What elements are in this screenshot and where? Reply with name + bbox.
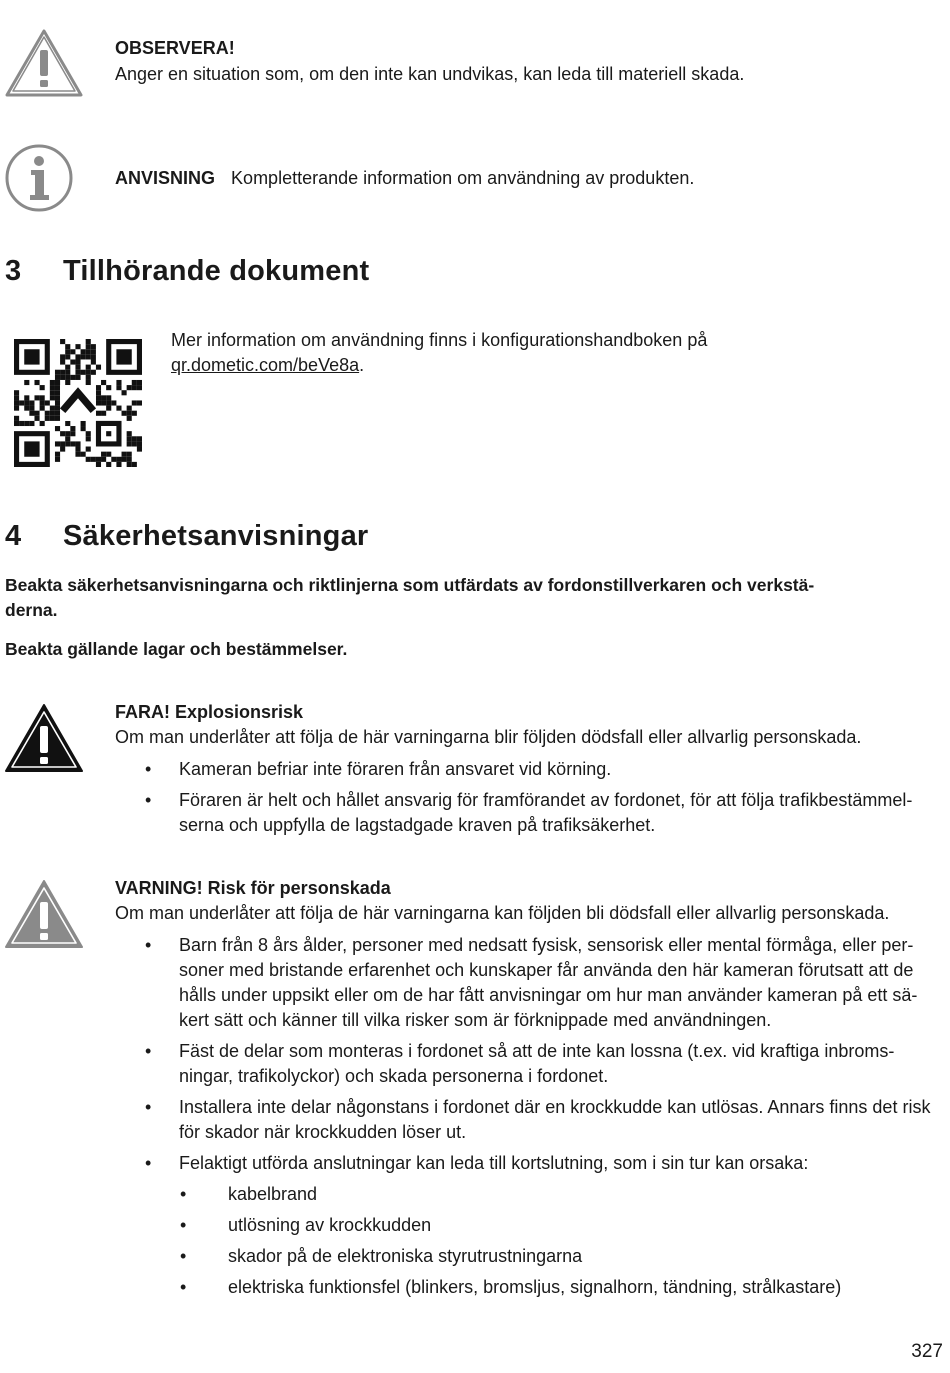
qr-module xyxy=(70,431,75,436)
qr-module xyxy=(116,406,121,411)
list-item: • Kameran befriar inte föraren från ansvaret vid körning. xyxy=(179,757,944,782)
qr-module xyxy=(101,457,106,462)
qr-module xyxy=(60,447,65,452)
qr-module xyxy=(70,349,75,354)
qr-module xyxy=(40,395,45,400)
qr-module xyxy=(45,411,50,416)
qr-module xyxy=(106,385,111,390)
list-item: • Felaktigt utförda anslutningar kan leda till kortslutning, som i sin tur kan orsaka: xyxy=(179,1151,944,1176)
qr-module xyxy=(65,421,70,426)
qr-module xyxy=(50,390,55,395)
qr-module xyxy=(60,339,65,344)
qr-module xyxy=(70,426,75,431)
section-4-intro-2: Beakta gällande lagar och bestämmelser. xyxy=(5,639,348,659)
qr-module xyxy=(40,385,45,390)
qr-module xyxy=(86,447,91,452)
qr-module xyxy=(91,349,96,354)
page-number: 327 xyxy=(911,1341,943,1362)
list-item: • Barn från 8 års ålder, personer med nedsatt fysisk, sensorisk eller mental förmåga, eller per-soner med bristande erfarenhet och kunskaper får använda den här kameran förutsatt att de hålls under uppsikt eller om de har fått anvisningar om hur man använder kameran på ett sä-kert sätt och känner till vilka risker som är förknippade med användningen. xyxy=(179,933,944,1033)
qr-module xyxy=(65,344,70,349)
qr-module xyxy=(65,354,70,359)
anvisning-text: Kompletterande information om användning av produkten. xyxy=(231,168,695,188)
qr-module xyxy=(132,411,137,416)
qr-module xyxy=(127,431,132,436)
fara-text: Om man underlåter att följa de här varningarna blir följden dödsfall eller allvarlig personskada. xyxy=(115,727,862,747)
qr-module xyxy=(81,370,86,375)
qr-module xyxy=(50,395,55,400)
qr-module xyxy=(70,441,75,446)
qr-module xyxy=(101,400,106,405)
qr-module xyxy=(96,365,101,370)
qr-module xyxy=(75,375,80,380)
section-4-title: Säkerhetsanvisningar xyxy=(63,520,369,552)
qr-module xyxy=(50,406,55,411)
qr-module xyxy=(70,359,75,364)
configuration-manual-link[interactable]: qr.dometic.com/beVe8a xyxy=(171,355,360,375)
qr-module xyxy=(86,375,91,380)
qr-module xyxy=(65,436,70,441)
qr-module xyxy=(96,462,101,467)
qr-module xyxy=(29,411,34,416)
qr-module xyxy=(55,441,60,446)
qr-module xyxy=(116,457,121,462)
qr-module xyxy=(137,447,142,452)
qr-module xyxy=(75,354,80,359)
qr-module xyxy=(137,380,142,385)
qr-module xyxy=(14,390,19,395)
qr-module xyxy=(55,375,60,380)
qr-module xyxy=(29,406,34,411)
list-item: • Installera inte delar någonstans i fordonet där en krockkudde kan utlösas. Annars finns det risk för skador när krockkudden löser ut. xyxy=(179,1095,944,1145)
qr-module xyxy=(122,411,127,416)
qr-module xyxy=(86,349,91,354)
qr-module xyxy=(137,400,142,405)
list-item: • Fäst de delar som monteras i fordonet så att de inte kan lossna (t.ex. vid kraftiga inbroms-ningar, trafikolyckor) och skada personerna i fordonet. xyxy=(179,1039,944,1089)
qr-module xyxy=(132,385,137,390)
qr-module xyxy=(55,426,60,431)
qr-module xyxy=(34,380,39,385)
qr-module xyxy=(127,436,132,441)
list-item: • elektriska funktionsfel (blinkers, bromsljus, signalhorn, tändning, strålkastare) xyxy=(228,1275,944,1300)
qr-module xyxy=(34,395,39,400)
qr-module xyxy=(127,416,132,421)
qr-module xyxy=(101,380,106,385)
varning-title: VARNING! Risk för personskada xyxy=(115,878,391,898)
warning-grey-triangle-icon xyxy=(4,878,84,950)
qr-module xyxy=(86,370,91,375)
qr-module xyxy=(96,395,101,400)
section-4-heading xyxy=(5,520,368,553)
qr-module xyxy=(127,441,132,446)
section-3-title: Tillhörande dokument xyxy=(63,255,370,287)
qr-module xyxy=(65,441,70,446)
qr-module xyxy=(55,370,60,375)
varning-text: Om man underlåter att följa de här varningarna kan följden bli dödsfall eller allvarlig personskada. xyxy=(115,903,890,923)
qr-module xyxy=(55,411,60,416)
qr-module xyxy=(86,431,91,436)
fara-title: FARA! Explosionsrisk xyxy=(115,702,304,722)
qr-module xyxy=(116,385,121,390)
section-3-heading xyxy=(5,255,369,288)
qr-module xyxy=(14,421,19,426)
section-4-number: 4 xyxy=(5,520,22,552)
section-3-text-block xyxy=(171,328,871,378)
qr-module xyxy=(111,400,116,405)
qr-module xyxy=(81,421,86,426)
qr-module xyxy=(86,354,91,359)
qr-module xyxy=(86,380,91,385)
qr-module xyxy=(70,375,75,380)
qr-module xyxy=(55,406,60,411)
fara-bullet-list xyxy=(179,757,944,844)
qr-module xyxy=(86,457,91,462)
varning-sub-bullet-list xyxy=(228,1182,944,1306)
qr-module xyxy=(75,447,80,452)
qr-module xyxy=(137,441,142,446)
observera-title: OBSERVERA! xyxy=(115,38,235,58)
qr-module xyxy=(127,411,132,416)
qr-module xyxy=(75,452,80,457)
qr-module xyxy=(60,431,65,436)
qr-module xyxy=(65,380,70,385)
qr-module xyxy=(34,411,39,416)
qr-module xyxy=(75,365,80,370)
qr-module xyxy=(137,385,142,390)
qr-module xyxy=(19,421,24,426)
qr-module xyxy=(55,380,60,385)
list-item: • utlösning av krockkudden xyxy=(228,1213,944,1238)
qr-module xyxy=(96,390,101,395)
qr-module xyxy=(55,452,60,457)
qr-module xyxy=(75,370,80,375)
qr-module xyxy=(106,406,111,411)
qr-module xyxy=(106,452,111,457)
qr-module xyxy=(24,421,29,426)
anvisning-line xyxy=(115,168,694,189)
qr-module xyxy=(60,354,65,359)
qr-module xyxy=(29,400,34,405)
qr-module xyxy=(106,400,111,405)
qr-module xyxy=(40,406,45,411)
qr-module xyxy=(96,385,101,390)
qr-module xyxy=(106,462,111,467)
qr-module xyxy=(86,436,91,441)
qr-module xyxy=(116,462,121,467)
qr-module xyxy=(34,416,39,421)
qr-module xyxy=(91,359,96,364)
qr-module xyxy=(24,380,29,385)
qr-module xyxy=(127,406,132,411)
qr-module xyxy=(96,411,101,416)
danger-black-triangle-icon xyxy=(4,702,84,774)
list-item: • kabelbrand xyxy=(228,1182,944,1207)
qr-module xyxy=(127,452,132,457)
qr-module xyxy=(122,452,127,457)
qr-module xyxy=(55,385,60,390)
qr-module xyxy=(81,426,86,431)
qr-module xyxy=(55,416,60,421)
qr-module xyxy=(14,400,19,405)
section-4-intro-1-line-1: Beakta säkerhetsanvisningarna och riktlinjerna som utfärdats av fordonstillverkaren och verkstä- xyxy=(5,575,815,595)
qr-module xyxy=(86,344,91,349)
qr-module xyxy=(55,400,60,405)
qr-module xyxy=(55,457,60,462)
qr-module xyxy=(91,344,96,349)
qr-module xyxy=(60,370,65,375)
observera-text: Anger en situation som, om den inte kan undvikas, kan leda till materiell skada. xyxy=(115,64,745,84)
qr-module xyxy=(91,457,96,462)
qr-module xyxy=(86,339,91,344)
qr-module xyxy=(137,436,142,441)
qr-module xyxy=(14,395,19,400)
qr-module xyxy=(91,354,96,359)
qr-module xyxy=(91,370,96,375)
qr-module xyxy=(65,349,70,354)
qr-module xyxy=(75,441,80,446)
qr-module xyxy=(81,349,86,354)
qr-module xyxy=(101,452,106,457)
qr-module xyxy=(96,457,101,462)
qr-module xyxy=(60,441,65,446)
qr-module xyxy=(127,462,132,467)
qr-module xyxy=(65,365,70,370)
qr-module xyxy=(60,359,65,364)
qr-module xyxy=(24,406,29,411)
anvisning-title: ANVISNING xyxy=(115,168,216,188)
qr-module xyxy=(14,416,19,421)
qr-module xyxy=(132,441,137,446)
qr-module xyxy=(122,457,127,462)
qr-module xyxy=(106,395,111,400)
qr-module xyxy=(24,400,29,405)
qr-module xyxy=(101,395,106,400)
qr-module xyxy=(116,380,121,385)
qr-module xyxy=(50,385,55,390)
qr-module xyxy=(122,390,127,395)
list-item: • Föraren är helt och hållet ansvarig för framförandet av fordonet, för att följa trafikbestämmel-serna och uppfylla de lagstadgade kraven på trafiksäkerhet. xyxy=(179,788,944,838)
qr-module xyxy=(55,390,60,395)
caution-outline-triangle-icon xyxy=(4,28,84,98)
link-suffix: . xyxy=(359,355,365,375)
qr-code-icon xyxy=(14,339,142,467)
qr-module xyxy=(101,411,106,416)
qr-module xyxy=(14,406,19,411)
qr-module xyxy=(132,462,137,467)
qr-module xyxy=(19,400,24,405)
qr-module xyxy=(96,400,101,405)
info-circle-icon xyxy=(4,143,74,213)
list-item: • skador på de elektroniska styrutrustningarna xyxy=(228,1244,944,1269)
qr-module xyxy=(45,416,50,421)
qr-module xyxy=(60,375,65,380)
qr-module xyxy=(86,365,91,370)
section-4-intro-1 xyxy=(5,573,935,623)
qr-module xyxy=(111,457,116,462)
qr-module xyxy=(50,416,55,421)
qr-module xyxy=(29,421,34,426)
section-3-number: 3 xyxy=(5,255,22,287)
qr-module xyxy=(81,354,86,359)
qr-module xyxy=(132,380,137,385)
qr-module xyxy=(132,400,137,405)
section-4-intro-1-line-2: derna. xyxy=(5,600,58,620)
qr-module xyxy=(75,359,80,364)
qr-module xyxy=(127,385,132,390)
qr-module xyxy=(75,344,80,349)
qr-module xyxy=(127,457,132,462)
qr-module xyxy=(65,431,70,436)
qr-module xyxy=(45,400,50,405)
qr-module xyxy=(65,370,70,375)
qr-module xyxy=(50,380,55,385)
qr-module xyxy=(50,411,55,416)
qr-module xyxy=(55,395,60,400)
section-3-text: Mer information om användning finns i konfigurationshandboken på xyxy=(171,330,708,350)
qr-module xyxy=(24,395,29,400)
qr-module xyxy=(40,400,45,405)
varning-bullet-list xyxy=(179,933,944,1182)
qr-module xyxy=(132,436,137,441)
qr-module xyxy=(81,452,86,457)
qr-module xyxy=(65,375,70,380)
qr-module xyxy=(40,421,45,426)
